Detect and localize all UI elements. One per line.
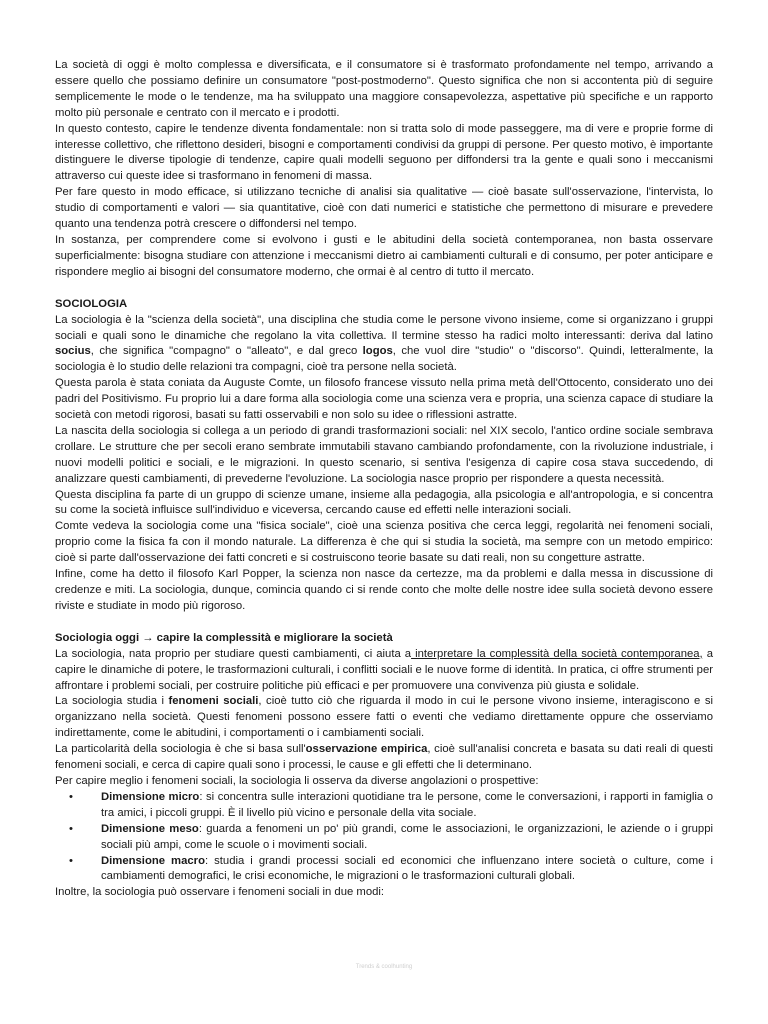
sociologia-paragraph-6: Infine, come ha detto il filosofo Karl Popper, la scienza non nasce da certezze, ma da problemi e dalla messa in discussione di credenze e miti. La sociologia, dunque, comincia quando ci si rende conto che molte delle nostre idee sulla società devono essere riviste e studiate in modo più rigoroso.: [55, 568, 713, 612]
oggi-paragraph-1: [55, 647, 713, 695]
oggi-paragraph-3: [55, 742, 713, 774]
list-item-meso: [55, 822, 713, 854]
underlined-phrase: interpretare la complessità della società contemporanea,: [411, 647, 703, 660]
list-item-text: : studia i grandi processi sociali ed economici che influenzano intere società o culture, come i cambiamenti demografici, le crisi economiche, le migrazioni o le trasformazioni culturali globali.: [101, 854, 713, 883]
document-body: [55, 58, 713, 901]
sociologia-paragraph-3: La nascita della sociologia si collega a un periodo di grandi trasformazioni sociali: nel XIX secolo, l'antico ordine sociale sembrava crollare. Le strutture che per secoli erano sembrate immutabili stavano cambiando profondamente, con la rivoluzione industriale, i nuovi modelli politici e sociali, e le migrazioni. In questo scenario, si sentiva l'esigenza di capire cosa stava succedendo, di analizzare questi cambiamenti, di prevederne l'evoluzione. La sociologia nasce proprio per rispondere a questa necessità.: [55, 424, 713, 485]
sociologia-paragraph-5: Comte vedeva la sociologia come una "fisica sociale", cioè una scienza positiva che cerca leggi, regolarità nei fenomeni sociali, proprio come la fisica fa con il mondo naturale. La differenza è che qui si studia la società, ma sempre con un metodo empirico: cioè si parte dall'osservazione dei fatti concreti e si costruiscono teorie basate su dati reali, non su congetture astratte.: [55, 520, 713, 565]
text-span: La sociologia, nata proprio per studiare questi cambiamenti, ci aiuta a: [55, 647, 412, 660]
term-osservazione-empirica: osservazione empirica: [305, 743, 428, 756]
oggi-paragraph-4: Per capire meglio i fenomeni sociali, la sociologia li osserva da diverse angolazioni o prospettive:: [55, 774, 539, 787]
oggi-paragraph-5: Inoltre, la sociologia può osservare i fenomeni sociali in due modi:: [55, 886, 385, 899]
section-heading-sociologia: SOCIOLOGIA: [55, 297, 128, 310]
intro-paragraph-1: La società di oggi è molto complessa e diversificata, e il consumatore si è trasformato profondamente nel tempo, arrivando a essere quello che possiamo definire un consumatore "post-postmoderno". Questo significa che non si accontenta più di seguire semplicemente le mode o le tendenze, ma ha sviluppato una maggiore consapevolezza, aspettative più specifiche e un rapporto molto più personale e centrato con il mercato e i prodotti.: [55, 59, 713, 119]
bullet-icon: •: [69, 790, 73, 803]
section-heading-sociologia-oggi: Sociologia oggi → capire la complessità e migliorare la società: [55, 631, 393, 644]
list-item-macro: [55, 854, 713, 886]
oggi-paragraph-2: [55, 694, 713, 742]
intro-paragraph-2: In questo contesto, capire le tendenze diventa fondamentale: non si tratta solo di mode passeggere, ma di vere e proprie forme di interesse collettivo, che riflettono desideri, bisogni e comportamenti condivisi da gruppi di persone. Per questo motivo, è importante distinguere le diverse tipologie di tendenze, capire quali modelli seguono per diffondersi tra la gente e quali sono i meccanismi attraverso cui queste idee si trasformano in fenomeni di massa.: [55, 122, 713, 183]
page-footer: Trends & coolhunting: [355, 964, 413, 970]
term-logos: logos: [362, 345, 393, 358]
list-item-term: Dimensione meso: [101, 822, 199, 835]
text-span: La particolarità della sociologia è che si basa sull': [55, 743, 306, 756]
bullet-icon: •: [69, 854, 73, 867]
intro-paragraph-4: In sostanza, per comprendere come si evolvono i gusti e le abitudini della società contemporanea, non basta osservare superficialmente: bisogna studiare con attenzione i meccanismi dietro ai cambiamenti culturali e di consumo, per poter anticipare e rispondere meglio ai bisogni del consumatore moderno, che ormai è al centro di tutto il mercato.: [55, 233, 713, 278]
bullet-icon: •: [69, 822, 73, 835]
text-span: , che vuol dire "studio" o "discorso". Quindi, letteralmente, la sociologia è lo studio delle relazioni tra compagni, cioè tra persone nella società.: [55, 345, 713, 374]
text-span: , cioè sull'analisi concreta e basata su dati reali di questi fenomeni sociali, e cerca di capire quali sono i processi, le cause e gli effetti che li determinano.: [55, 743, 713, 772]
intro-paragraph-3: Per fare questo in modo efficace, si utilizzano tecniche di analisi sia qualitative — cioè basate sull'osservazione, l'intervista, lo studio di comportamenti e valori — sia quantitative, cioè con dati numerici e statistiche che permettono di misurare e prevedere quanto una tendenza potrà crescere o diffondersi nel tempo.: [55, 186, 713, 231]
list-item-term: Dimensione macro: [101, 854, 205, 867]
text-span: La sociologia studia i: [55, 695, 169, 708]
sociologia-paragraph-4: Questa disciplina fa parte di un gruppo di scienze umane, insieme alla pedagogia, alla psicologia e all'antropologia, e si concentra su come la società influisce sull'individuo e viceversa, cercando cause ed effetti nelle interazioni sociali.: [55, 488, 713, 517]
list-item-text: : guarda a fenomeni un po' più grandi, come le associazioni, le organizzazioni, le aziende o i gruppi sociali più ampi, come le scuole o i movimenti sociali.: [101, 822, 713, 851]
text-span: a capire le dinamiche di potere, le trasformazioni culturali, i conflitti sociali e le nuove forme di identità. In pratica, ci offre strumenti per affrontare i problemi sociali, per costruire politiche più efficaci e per promuovere una convivenza più giusta e solidale.: [55, 647, 713, 692]
sociologia-paragraph-1: [55, 313, 713, 377]
text-span: , che significa "compagno" o "alleato", e dal greco: [90, 345, 363, 358]
list-item-term: Dimensione micro: [101, 790, 200, 803]
list-item-micro: [55, 790, 713, 822]
term-socius: socius: [55, 345, 91, 358]
sociologia-paragraph-2: Questa parola è stata coniata da Auguste Comte, un filosofo francese vissuto nella prima metà dell'Ottocento, considerato uno dei padri del Positivismo. Fu proprio lui a dare forma alla sociologia come una scienza vera e propria, una scienza capace di studiare la società con metodi rigorosi, basati su fatti osservabili e non solo su idee o riflessioni astratte.: [55, 377, 713, 422]
list-item-text: : si concentra sulle interazioni quotidiane tra le persone, come le conversazioni, i rapporti in famiglia o tra amici, i piccoli gruppi. È il livello più vicino e personale della vita sociale.: [101, 790, 713, 819]
text-span: , cioè tutto ciò che riguarda il modo in cui le persone vivono insieme, interagiscono e si organizzano nella società. Questi fenomeni possono essere fatti o eventi che vediamo direttamente oppure che osserviamo indirettamente, come le abitudini, i comportamenti o i cambiamenti sociali.: [55, 695, 713, 740]
text-span: La sociologia è la "scienza della società", una disciplina che studia come le persone vivono insieme, come si organizzano i gruppi sociali e quali sono le dinamiche che regolano la vita collettiva. Il termine stesso ha radici molto interessanti: deriva dal latino: [55, 313, 713, 342]
dimensions-list: [55, 790, 713, 885]
term-fenomeni-sociali: fenomeni sociali: [168, 695, 259, 708]
